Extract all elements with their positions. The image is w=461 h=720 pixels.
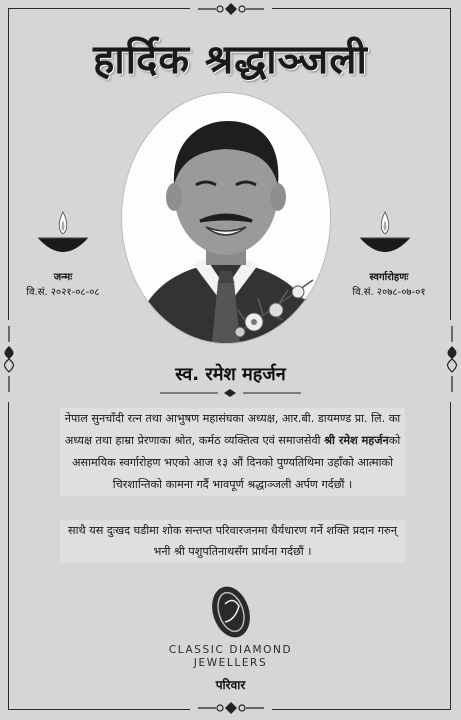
left-ornament bbox=[2, 320, 16, 402]
tribute-name-bold: श्री रमेश महर्जन bbox=[324, 434, 389, 447]
deceased-name: स्व. रमेश महर्जन bbox=[175, 364, 286, 385]
bottom-ornament bbox=[190, 700, 272, 719]
birth-date: वि.सं. २०२१-०८-०८ bbox=[26, 287, 100, 298]
top-ornament bbox=[190, 1, 272, 20]
diya-lamp-left-icon bbox=[36, 210, 90, 264]
tribute-text-end: को असामयिक स्वर्गारोहण भएको आज १३ औं दिनको पुण्यतिथिमा उहाँको आत्माको चिरशान्तिको कामना गर्दै भावपूर्ण श्रद्धाञ्जली अर्पण गर्दछौं । bbox=[71, 434, 401, 491]
birth-label: जन्मः bbox=[53, 272, 73, 283]
death-date: वि.सं. २०७८-०७-०१ bbox=[352, 287, 426, 298]
classic-diamond-logo-icon bbox=[205, 582, 257, 642]
tribute-text-start: नेपाल सुनचाँदी रत्न तथा आभुषण महासंघका अध्यक्ष, आर.बी. डायमण्ड प्रा. लि. का अध्यक्ष तथा हाम्रा प्रेरणाका श्रोत, कर्मठ व्यक्तित्व एवं समाजसेवी bbox=[64, 412, 401, 447]
brand-line-1: CLASSIC DIAMOND bbox=[168, 644, 293, 656]
birth-date-block bbox=[18, 270, 108, 300]
tribute-paragraph bbox=[60, 408, 405, 496]
brand-name bbox=[0, 644, 461, 670]
family-label: परिवार bbox=[215, 678, 246, 692]
right-ornament bbox=[445, 320, 459, 402]
name-underline-ornament bbox=[160, 388, 301, 398]
death-label: स्वर्गारोहणः bbox=[369, 272, 409, 283]
death-date-block bbox=[334, 270, 444, 300]
page-title: हार्दिक श्रद्धाञ्जली bbox=[93, 37, 368, 83]
flower-spray bbox=[218, 270, 328, 350]
diya-lamp-right-icon bbox=[358, 210, 412, 264]
prayer-paragraph: साथै यस दुःखद घडीमा शोक सन्तप्त परिवारजनमा धैर्यधारण गर्ने शक्ति प्रदान गरुन् भनी श्री पशुपतिनाथसँग प्रार्थना गर्दछौं । bbox=[60, 520, 405, 562]
brand-line-2: JEWELLERS bbox=[193, 657, 268, 669]
